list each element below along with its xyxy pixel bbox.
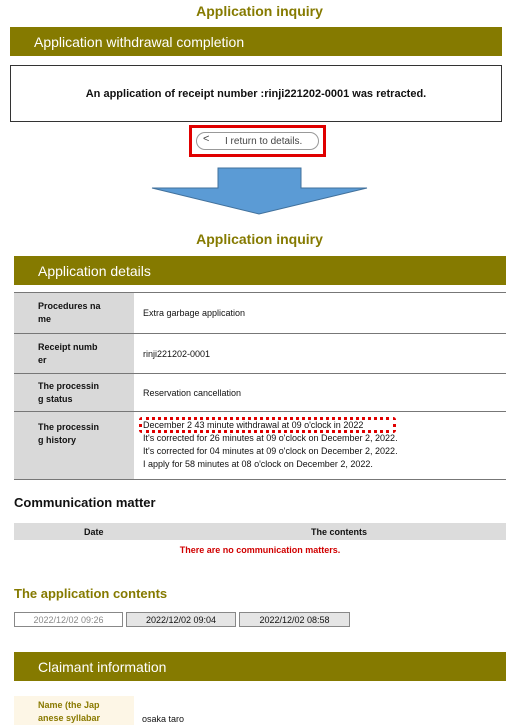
history-entry: I apply for 58 minutes at 08 o'clock on December 2, 2022. xyxy=(143,459,373,469)
claimant-information-bar: Claimant information xyxy=(14,652,506,681)
communication-heading: Communication matter xyxy=(14,495,156,510)
history-entry: December 2 43 minute withdrawal at 09 o'clock in 2022 xyxy=(143,420,364,430)
status-label: The processin g status xyxy=(14,374,134,412)
history-highlight xyxy=(139,417,396,433)
claimant-name-value: osaka taro xyxy=(142,714,185,724)
table-row xyxy=(14,374,506,412)
table-row xyxy=(14,293,506,334)
page-title-bottom: Application inquiry xyxy=(196,231,323,247)
chevron-left-icon: < xyxy=(203,133,210,145)
column-contents: The contents xyxy=(311,527,368,537)
details-table xyxy=(14,292,506,480)
history-entry: It's corrected for 26 minutes at 09 o'clock on December 2, 2022. xyxy=(143,433,398,443)
retraction-message: An application of receipt number :rinji221202-0001 was retracted. xyxy=(10,65,502,122)
withdrawal-completion-bar: Application withdrawal completion xyxy=(10,27,502,56)
claimant-name-label: Name (the Jap anese syllabar xyxy=(14,696,134,725)
application-contents-heading: The application contents xyxy=(14,586,168,601)
application-details-bar: Application details xyxy=(14,256,506,285)
procedures-label: Procedures na me xyxy=(14,293,134,334)
return-to-details-label: I return to details. xyxy=(225,136,303,147)
receipt-value: rinji221202-0001 xyxy=(134,334,506,374)
tab-version-3[interactable]: 2022/12/02 08:58 xyxy=(239,612,350,627)
down-arrow-icon xyxy=(152,168,367,214)
procedures-value: Extra garbage application xyxy=(134,293,506,334)
communication-table-header xyxy=(14,523,506,540)
status-value: Reservation cancellation xyxy=(134,374,506,412)
history-entry: It's corrected for 04 minutes at 09 o'clock on December 2, 2022. xyxy=(143,446,398,456)
tab-version-2[interactable]: 2022/12/02 09:04 xyxy=(126,612,236,627)
receipt-label: Receipt numb er xyxy=(14,334,134,374)
tab-version-1[interactable]: 2022/12/02 09:26 xyxy=(14,612,123,627)
table-row xyxy=(14,334,506,374)
column-date: Date xyxy=(84,527,104,537)
no-communication-message: There are no communication matters. xyxy=(179,545,341,555)
page-title-top: Application inquiry xyxy=(196,3,323,19)
history-label: The processin g history xyxy=(14,412,134,480)
